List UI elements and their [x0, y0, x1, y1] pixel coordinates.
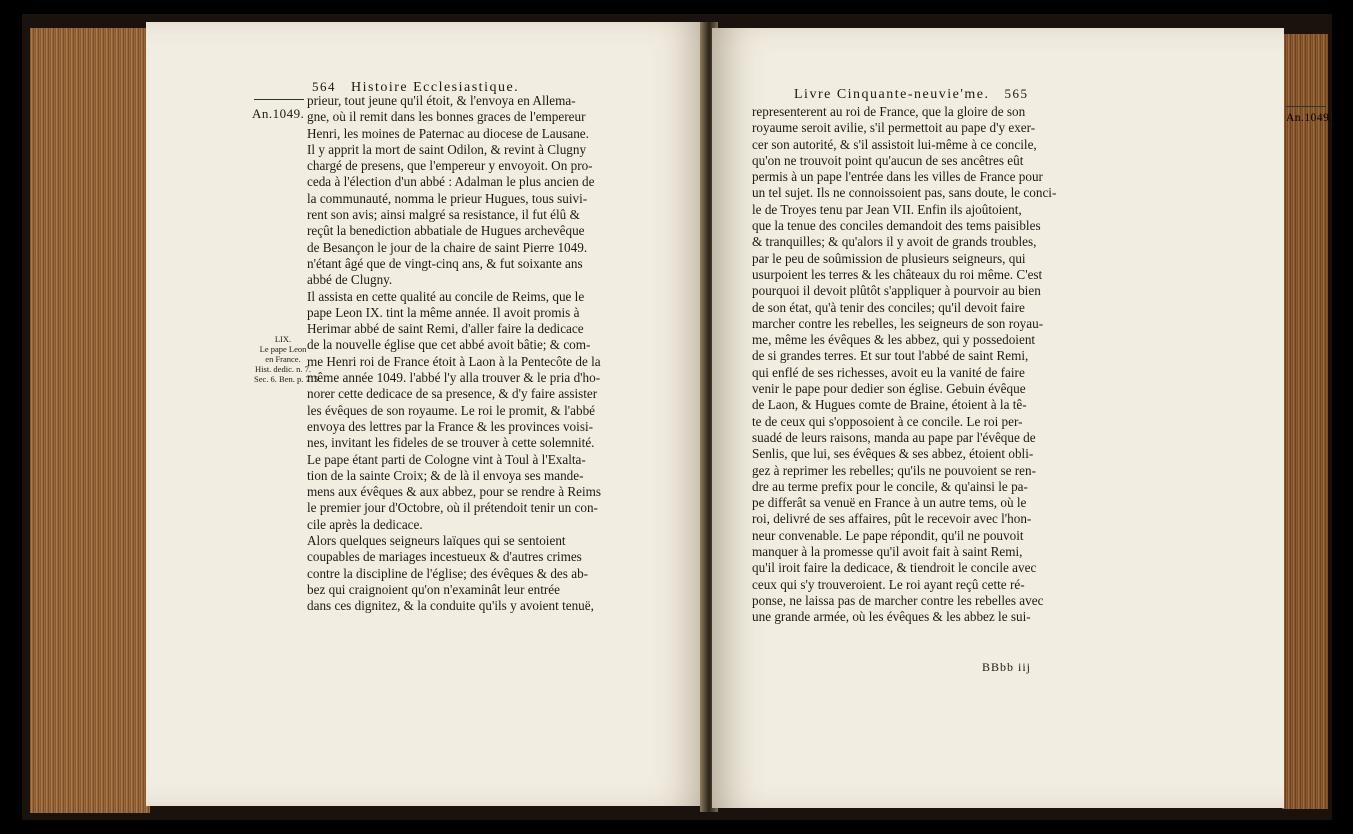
right-page-text — [752, 104, 1112, 626]
text-line: de Besançon le jour de la chaire de saint Pierre 1049. — [307, 239, 588, 255]
text-line: suadé de leurs raisons, manda au pape par l'évêque de — [752, 429, 1036, 445]
signature-mark: BBbb iij — [982, 660, 1032, 674]
left-page-edges — [30, 28, 150, 813]
left-page-text — [307, 93, 697, 615]
text-line: ponse, ne laissa pas de marcher contre les rebelles avec — [752, 592, 1044, 608]
text-line: Il y apprit la mort de saint Odilon, & revint à Clugny — [307, 141, 587, 157]
text-line: qu'il iroit faire la dedicace, & tiendroit le concile avec — [752, 560, 1037, 576]
running-head-title: Histoire Ecclesiastique. — [351, 80, 520, 95]
text-line: dre au terme prefix pour le concile, & qu'ainsi le pa- — [752, 478, 1028, 494]
text-line: de la nouvelle église que cet abbé avoit bâtie; & com- — [307, 337, 591, 353]
text-line: envoya des lettres par la France & les provinces voisi- — [307, 418, 594, 434]
text-line: Senlis, que lui, ses évêques & ses abbez, étoient obli- — [752, 446, 1034, 462]
text-line: abbé de Clugny. — [307, 272, 393, 288]
text-line: royaume seroit avilie, s'il permettoit au pape d'y exer- — [752, 120, 1036, 136]
text-line: qui enflé de ses richesses, avoit eu la vanité de faire — [752, 364, 1025, 380]
margin-note-line: en France. — [265, 354, 301, 364]
left-page — [146, 22, 706, 806]
text-line: une grande armée, où les évêques & les abbez le sui- — [752, 609, 1031, 625]
margin-note-line: LIX. — [274, 334, 292, 344]
text-line: la communauté, nomma le prieur Hugues, tous suivi- — [307, 190, 588, 206]
text-line: te de ceux qui s'opposoient à ce concile. Le roi per- — [752, 413, 1023, 429]
text-line: coupables de mariages incestueux & d'autres crimes — [307, 549, 582, 565]
margin-note-line: Sec. 6. Ben. p. 715 — [254, 374, 319, 384]
text-line: permis à un pape l'entrée dans les villes de France pour — [752, 169, 1043, 185]
text-line: le premier jour d'Octobre, où il prétendoit tenir un con- — [307, 500, 598, 516]
text-line: cile après la dedicace. — [307, 516, 423, 532]
text-line: les évêques de son royaume. Le roi le promit, & l'abbé — [307, 402, 596, 418]
margin-note-line: Hist. dedic. n. 7. — [255, 364, 311, 374]
text-line: venir le pape pour dedier son église. Gebuin évêque — [752, 381, 1026, 397]
text-line: usurpoient les terres & les châteaux du roi même. C'est — [752, 266, 1043, 282]
text-line: n'étant âgé que de vingt-cinq ans, & fut soixante ans — [307, 255, 583, 271]
text-line: que la tenue des conciles demandoit des tems paisibles — [752, 218, 1041, 234]
text-line: gne, où il remit dans les bonnes graces de l'empereur — [307, 109, 586, 125]
text-line: gez à reprimer les rebelles; qu'ils ne pouvoient se ren- — [752, 462, 1036, 478]
text-line: Le pape étant parti de Cologne vint à Toul à l'Exalta- — [307, 451, 586, 467]
text-line: tion de la sainte Croix; & de là il envoya ses mande- — [307, 467, 584, 483]
text-line: chargé de presens, que l'empereur y envoyoit. On pro- — [307, 158, 593, 174]
text-line: manquer à la promesse qu'il avoit fait à saint Remi, — [752, 544, 1023, 560]
text-line: Il assista en cette qualité au concile de Reims, que le — [307, 288, 585, 304]
text-line: roi, delivré de ses affaires, pût le recevoir avec l'hon- — [752, 511, 1032, 527]
text-line: pape Leon IX. tint la même année. Il avoit promis à — [307, 304, 580, 320]
text-line: Alors quelques seigneurs laïques qui se sentoient — [307, 533, 566, 549]
page-number: 565 — [1004, 86, 1029, 101]
text-line: de son état, qu'à tenir des conciles; qu'il devoit faire — [752, 299, 1025, 315]
text-line: de si grandes terres. Et sur tout l'abbé de saint Remi, — [752, 348, 1029, 364]
text-line: pourquoi il devoit plûtôt s'appliquer à pourvoir au bien — [752, 283, 1041, 299]
page-number: 564 — [312, 79, 336, 94]
text-line: contre la discipline de l'église; des évêques & des ab- — [307, 565, 589, 581]
text-line: prieur, tout jeune qu'il étoit, & l'envoya en Allema- — [307, 93, 576, 108]
text-line: ceda à l'élection d'un abbé : Adalman le plus ancien de — [307, 174, 595, 190]
text-line: dans ces dignitez, & la conduite qu'ils y avoient tenuë, — [307, 598, 594, 614]
text-line: & tranquilles; & qu'alors il y avoit de grands troubles, — [752, 234, 1037, 250]
text-line: un tel sujet. Ils ne connoissoient pas, sans doute, le conci- — [752, 185, 1057, 201]
year-rule — [254, 99, 304, 100]
year-label-right: An.1049. — [1286, 112, 1333, 124]
text-line: norer cette dedicace de sa presence, & d'y faire assister — [307, 386, 598, 402]
text-line: qu'on ne trouvoit point qu'aucun de ses ancêtres eût — [752, 152, 1024, 168]
year-rule-right — [1286, 106, 1326, 107]
text-line: representerent au roi de France, que la gloire de son — [752, 104, 1026, 119]
text-line: reçût la benediction abbatiale de Hugues archevêque — [307, 223, 585, 239]
text-line: rent son avis; ainsi malgré sa resistance, il fut élû & — [307, 207, 580, 223]
text-line: me Henri roi de France étoit à Laon à la Pentecôte de la — [307, 353, 601, 369]
running-head-title: Livre Cinquante-neuvie'me. — [794, 87, 990, 102]
text-line: cer son autorité, & s'il assistoit lui-même à ce concile, — [752, 136, 1037, 152]
text-line: bez qui craignoient qu'on n'examinât leur entrée — [307, 581, 561, 597]
text-line: ceux qui s'y trouveroient. Le roi ayant reçû cette ré- — [752, 576, 1025, 592]
text-line: par le peu de soûmission de plusieurs seigneurs, qui — [752, 250, 1026, 266]
text-line: mens aux évêques & aux abbez, pour se rendre à Reims — [307, 484, 602, 500]
text-line: Herimar abbé de saint Remi, d'aller faire la dedicace — [307, 321, 584, 337]
right-page — [712, 28, 1284, 808]
margin-note — [254, 334, 319, 384]
text-line: neur convenable. Le pape répondit, qu'il ne pouvoit — [752, 527, 1024, 543]
text-line: de Laon, & Hugues comte de Braine, étoient à la tê- — [752, 397, 1027, 413]
text-line: pe differât sa venuë en France à un autre tems, où le — [752, 495, 1027, 511]
text-line: le de Troyes tenu par Jean VII. Enfin ils ajoûtoient, — [752, 201, 1022, 217]
year-label: An.1049. — [252, 106, 305, 121]
text-line: même année 1049. l'abbé l'y alla trouver & le pria d'ho- — [307, 370, 601, 386]
right-page-edges — [1282, 34, 1328, 809]
text-line: me, même les évêques & les abbez, qui y possedoient — [752, 332, 1036, 348]
text-line: nes, invitant les fideles de se trouver à cette solemnité. — [307, 435, 595, 451]
text-line: Henri, les moines de Paternac au diocese de Lausane. — [307, 125, 589, 141]
text-line: marcher contre les rebelles, les seigneurs de son royau- — [752, 315, 1044, 331]
margin-note-line: Le pape Leon — [259, 344, 307, 354]
running-head — [794, 86, 1028, 103]
